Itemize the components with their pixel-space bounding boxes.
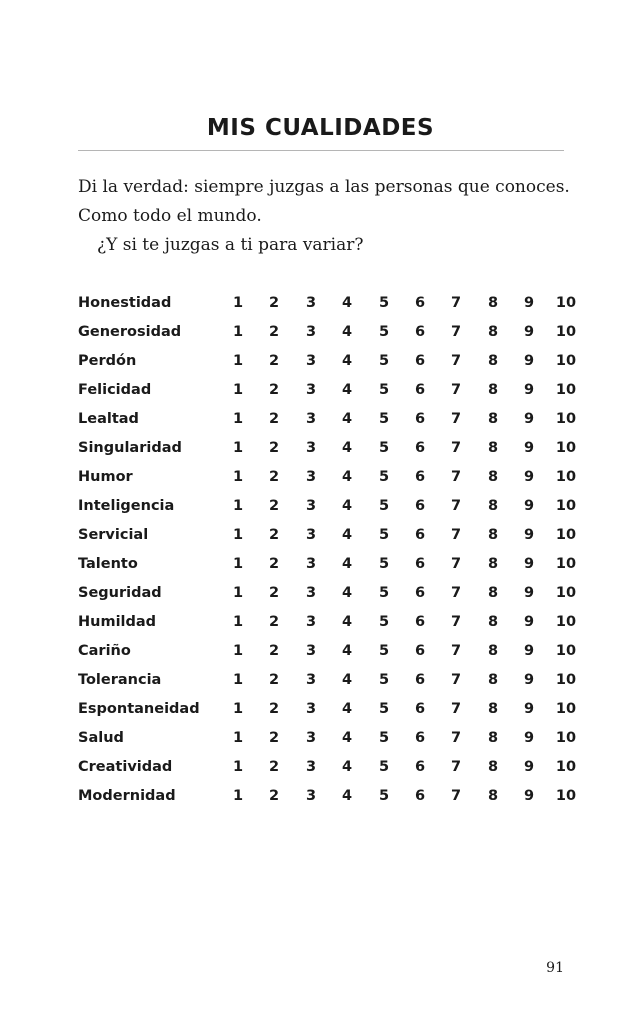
- rating-option[interactable]: 5: [378, 730, 390, 746]
- rating-option[interactable]: 8: [487, 382, 499, 398]
- rating-option[interactable]: 4: [341, 382, 353, 398]
- intro-line: Como todo el mundo.: [78, 206, 262, 226]
- quality-label: Servicial: [78, 527, 149, 543]
- quality-label: Singularidad: [78, 440, 182, 456]
- rating-option[interactable]: 3: [305, 469, 317, 485]
- rating-option[interactable]: 4: [341, 295, 353, 311]
- rating-option[interactable]: 4: [341, 759, 353, 775]
- quality-label: Inteligencia: [78, 498, 175, 514]
- rating-option[interactable]: 1: [232, 643, 244, 659]
- rating-option[interactable]: 4: [341, 585, 353, 601]
- rating-option[interactable]: 9: [523, 759, 535, 775]
- rating-row: [78, 318, 577, 347]
- rating-option[interactable]: 10: [555, 672, 577, 688]
- rating-option[interactable]: 9: [523, 585, 535, 601]
- rating-option[interactable]: 7: [450, 585, 462, 601]
- rating-option[interactable]: 2: [268, 498, 280, 514]
- rating-option[interactable]: 8: [487, 498, 499, 514]
- rating-option[interactable]: 4: [341, 411, 353, 427]
- rating-option[interactable]: 4: [341, 353, 353, 369]
- quality-label: Modernidad: [78, 788, 176, 804]
- rating-option[interactable]: 4: [341, 324, 353, 340]
- rating-option[interactable]: 9: [523, 469, 535, 485]
- rating-option[interactable]: 10: [555, 614, 577, 630]
- rating-option[interactable]: 10: [555, 440, 577, 456]
- rating-option[interactable]: 9: [523, 614, 535, 630]
- rating-option[interactable]: 10: [555, 527, 577, 543]
- rating-option[interactable]: 1: [232, 556, 244, 572]
- rating-option[interactable]: 2: [268, 701, 280, 717]
- rating-option[interactable]: 6: [414, 730, 426, 746]
- rating-option[interactable]: 2: [268, 469, 280, 485]
- rating-option[interactable]: 5: [378, 672, 390, 688]
- rating-option[interactable]: 8: [487, 614, 499, 630]
- rating-option[interactable]: 3: [305, 759, 317, 775]
- rating-option[interactable]: 7: [450, 759, 462, 775]
- rating-option[interactable]: 7: [450, 353, 462, 369]
- rating-option[interactable]: 9: [523, 324, 535, 340]
- rating-option[interactable]: 2: [268, 759, 280, 775]
- rating-option[interactable]: 4: [341, 469, 353, 485]
- rating-row: [78, 376, 577, 405]
- rating-option[interactable]: 10: [555, 411, 577, 427]
- rating-option[interactable]: 8: [487, 759, 499, 775]
- rating-option[interactable]: 1: [232, 585, 244, 601]
- rating-option[interactable]: 2: [268, 556, 280, 572]
- rating-option[interactable]: 1: [232, 469, 244, 485]
- rating-option[interactable]: 8: [487, 295, 499, 311]
- rating-option[interactable]: 10: [555, 701, 577, 717]
- rating-option[interactable]: 1: [232, 324, 244, 340]
- rating-option[interactable]: 9: [523, 411, 535, 427]
- rating-option[interactable]: 2: [268, 672, 280, 688]
- rating-option[interactable]: 1: [232, 411, 244, 427]
- rating-option[interactable]: 1: [232, 382, 244, 398]
- rating-option[interactable]: 8: [487, 701, 499, 717]
- rating-option[interactable]: 6: [414, 672, 426, 688]
- rating-option[interactable]: 7: [450, 556, 462, 572]
- rating-option[interactable]: 10: [555, 353, 577, 369]
- rating-option[interactable]: 1: [232, 730, 244, 746]
- rating-option[interactable]: 8: [487, 527, 499, 543]
- rating-option[interactable]: 10: [555, 788, 577, 804]
- rating-option[interactable]: 10: [555, 382, 577, 398]
- rating-option[interactable]: 6: [414, 585, 426, 601]
- rating-option[interactable]: 10: [555, 585, 577, 601]
- rating-option[interactable]: 1: [232, 614, 244, 630]
- rating-option[interactable]: 4: [341, 788, 353, 804]
- rating-row: [78, 608, 577, 637]
- rating-option[interactable]: 3: [305, 411, 317, 427]
- rating-option[interactable]: 5: [378, 585, 390, 601]
- rating-option[interactable]: 4: [341, 701, 353, 717]
- rating-option[interactable]: 3: [305, 353, 317, 369]
- rating-option[interactable]: 1: [232, 295, 244, 311]
- rating-option[interactable]: 5: [378, 411, 390, 427]
- rating-option[interactable]: 4: [341, 730, 353, 746]
- rating-row: [78, 753, 577, 782]
- rating-option[interactable]: 10: [555, 759, 577, 775]
- rating-row: [78, 782, 577, 811]
- rating-option[interactable]: 6: [414, 382, 426, 398]
- rating-row: [78, 289, 577, 318]
- rating-option[interactable]: 7: [450, 411, 462, 427]
- rating-option[interactable]: 1: [232, 440, 244, 456]
- rating-option[interactable]: 3: [305, 643, 317, 659]
- rating-option[interactable]: 7: [450, 469, 462, 485]
- rating-option[interactable]: 10: [555, 324, 577, 340]
- rating-option[interactable]: 2: [268, 788, 280, 804]
- rating-option[interactable]: 10: [555, 643, 577, 659]
- rating-option[interactable]: 8: [487, 556, 499, 572]
- rating-option[interactable]: 4: [341, 498, 353, 514]
- quality-label: Felicidad: [78, 382, 152, 398]
- rating-option[interactable]: 9: [523, 672, 535, 688]
- rating-option[interactable]: 3: [305, 382, 317, 398]
- title-divider: [78, 150, 564, 151]
- rating-option[interactable]: 8: [487, 788, 499, 804]
- rating-option[interactable]: 7: [450, 643, 462, 659]
- rating-option[interactable]: 4: [341, 643, 353, 659]
- rating-option[interactable]: 1: [232, 701, 244, 717]
- rating-option[interactable]: 9: [523, 643, 535, 659]
- rating-option[interactable]: 4: [341, 440, 353, 456]
- rating-row: [78, 434, 577, 463]
- rating-row: [78, 521, 577, 550]
- rating-option[interactable]: 3: [305, 498, 317, 514]
- rating-row: [78, 550, 577, 579]
- rating-option[interactable]: 2: [268, 614, 280, 630]
- rating-option[interactable]: 8: [487, 672, 499, 688]
- rating-row: [78, 579, 577, 608]
- rating-row: [78, 695, 577, 724]
- rating-option[interactable]: 8: [487, 411, 499, 427]
- quality-label: Generosidad: [78, 324, 182, 340]
- rating-option[interactable]: 7: [450, 701, 462, 717]
- rating-option[interactable]: 6: [414, 556, 426, 572]
- rating-option[interactable]: 5: [378, 643, 390, 659]
- rating-option[interactable]: 5: [378, 469, 390, 485]
- quality-label: Cariño: [78, 643, 131, 659]
- rating-option[interactable]: 10: [555, 730, 577, 746]
- rating-option[interactable]: 4: [341, 556, 353, 572]
- rating-option[interactable]: 7: [450, 324, 462, 340]
- rating-option[interactable]: 2: [268, 440, 280, 456]
- rating-option[interactable]: 4: [341, 614, 353, 630]
- rating-option[interactable]: 8: [487, 730, 499, 746]
- rating-option[interactable]: 3: [305, 527, 317, 543]
- rating-option[interactable]: 3: [305, 788, 317, 804]
- rating-option[interactable]: 2: [268, 585, 280, 601]
- rating-option[interactable]: 7: [450, 672, 462, 688]
- rating-option[interactable]: 1: [232, 527, 244, 543]
- rating-option[interactable]: 7: [450, 527, 462, 543]
- rating-row: [78, 724, 577, 753]
- rating-option[interactable]: 7: [450, 788, 462, 804]
- quality-label: Seguridad: [78, 585, 162, 601]
- rating-option[interactable]: 2: [268, 324, 280, 340]
- rating-option[interactable]: 2: [268, 730, 280, 746]
- rating-option[interactable]: 3: [305, 585, 317, 601]
- rating-option[interactable]: 9: [523, 498, 535, 514]
- rating-option[interactable]: 6: [414, 701, 426, 717]
- rating-option[interactable]: 9: [523, 701, 535, 717]
- rating-option[interactable]: 3: [305, 701, 317, 717]
- rating-option[interactable]: 7: [450, 730, 462, 746]
- intro-text: [78, 173, 568, 260]
- rating-option[interactable]: 10: [555, 469, 577, 485]
- rating-option[interactable]: 5: [378, 324, 390, 340]
- rating-option[interactable]: 6: [414, 614, 426, 630]
- rating-option[interactable]: 2: [268, 353, 280, 369]
- rating-option[interactable]: 1: [232, 759, 244, 775]
- rating-option[interactable]: 2: [268, 295, 280, 311]
- quality-label: Espontaneidad: [78, 701, 200, 717]
- rating-option[interactable]: 10: [555, 295, 577, 311]
- rating-option[interactable]: 3: [305, 324, 317, 340]
- page-number: 91: [546, 960, 564, 976]
- rating-option[interactable]: 10: [555, 498, 577, 514]
- rating-option[interactable]: 6: [414, 498, 426, 514]
- rating-option[interactable]: 3: [305, 556, 317, 572]
- rating-option[interactable]: 6: [414, 527, 426, 543]
- rating-option[interactable]: 6: [414, 295, 426, 311]
- rating-option[interactable]: 8: [487, 643, 499, 659]
- rating-option[interactable]: 5: [378, 382, 390, 398]
- rating-option[interactable]: 2: [268, 527, 280, 543]
- rating-option[interactable]: 2: [268, 411, 280, 427]
- quality-label: Creatividad: [78, 759, 173, 775]
- rating-option[interactable]: 6: [414, 411, 426, 427]
- rating-option[interactable]: 9: [523, 295, 535, 311]
- rating-option[interactable]: 6: [414, 759, 426, 775]
- rating-option[interactable]: 3: [305, 295, 317, 311]
- rating-option[interactable]: 5: [378, 556, 390, 572]
- rating-option[interactable]: 1: [232, 672, 244, 688]
- rating-option[interactable]: 5: [378, 498, 390, 514]
- quality-label: Lealtad: [78, 411, 139, 427]
- rating-option[interactable]: 8: [487, 469, 499, 485]
- rating-option[interactable]: 9: [523, 730, 535, 746]
- rating-option[interactable]: 7: [450, 295, 462, 311]
- rating-option[interactable]: 6: [414, 788, 426, 804]
- rating-row: [78, 347, 577, 376]
- rating-option[interactable]: 4: [341, 527, 353, 543]
- rating-option[interactable]: 9: [523, 527, 535, 543]
- rating-option[interactable]: 5: [378, 527, 390, 543]
- rating-option[interactable]: 6: [414, 469, 426, 485]
- rating-option[interactable]: 1: [232, 353, 244, 369]
- rating-option[interactable]: 4: [341, 672, 353, 688]
- quality-label: Humor: [78, 469, 133, 485]
- rating-option[interactable]: 5: [378, 701, 390, 717]
- rating-option[interactable]: 7: [450, 614, 462, 630]
- rating-option[interactable]: 5: [378, 614, 390, 630]
- rating-row: [78, 637, 577, 666]
- rating-option[interactable]: 2: [268, 643, 280, 659]
- rating-option[interactable]: 5: [378, 353, 390, 369]
- rating-row: [78, 666, 577, 695]
- quality-label: Tolerancia: [78, 672, 162, 688]
- rating-option[interactable]: 8: [487, 585, 499, 601]
- rating-option[interactable]: 8: [487, 324, 499, 340]
- rating-option[interactable]: 8: [487, 353, 499, 369]
- rating-option[interactable]: 6: [414, 353, 426, 369]
- rating-option[interactable]: 7: [450, 498, 462, 514]
- rating-option[interactable]: 3: [305, 440, 317, 456]
- page-title: MIS CUALIDADES: [206, 115, 435, 141]
- rating-option[interactable]: 5: [378, 759, 390, 775]
- rating-option[interactable]: 9: [523, 440, 535, 456]
- rating-option[interactable]: 3: [305, 672, 317, 688]
- quality-label: Talento: [78, 556, 138, 572]
- rating-option[interactable]: 7: [450, 382, 462, 398]
- rating-option[interactable]: 6: [414, 643, 426, 659]
- rating-option[interactable]: 1: [232, 498, 244, 514]
- rating-option[interactable]: 8: [487, 440, 499, 456]
- rating-option[interactable]: 5: [378, 440, 390, 456]
- rating-row: [78, 405, 577, 434]
- ratings-table: [78, 289, 577, 811]
- rating-row: [78, 492, 577, 521]
- intro-line: Di la verdad: siempre juzgas a las personas que conoces.: [78, 177, 570, 197]
- rating-option[interactable]: 10: [555, 556, 577, 572]
- quality-label: Perdón: [78, 353, 137, 369]
- rating-option[interactable]: 7: [450, 440, 462, 456]
- rating-option[interactable]: 9: [523, 556, 535, 572]
- rating-option[interactable]: 2: [268, 382, 280, 398]
- rating-option[interactable]: 5: [378, 295, 390, 311]
- rating-option[interactable]: 3: [305, 614, 317, 630]
- rating-option[interactable]: 9: [523, 382, 535, 398]
- rating-option[interactable]: 6: [414, 324, 426, 340]
- rating-option[interactable]: 3: [305, 730, 317, 746]
- quality-label: Honestidad: [78, 295, 172, 311]
- rating-option[interactable]: 9: [523, 788, 535, 804]
- rating-option[interactable]: 6: [414, 440, 426, 456]
- intro-line: ¿Y si te juzgas a ti para variar?: [97, 235, 364, 255]
- rating-row: [78, 463, 577, 492]
- quality-label: Salud: [78, 730, 124, 746]
- rating-option[interactable]: 9: [523, 353, 535, 369]
- rating-option[interactable]: 5: [378, 788, 390, 804]
- quality-label: Humildad: [78, 614, 157, 630]
- rating-option[interactable]: 1: [232, 788, 244, 804]
